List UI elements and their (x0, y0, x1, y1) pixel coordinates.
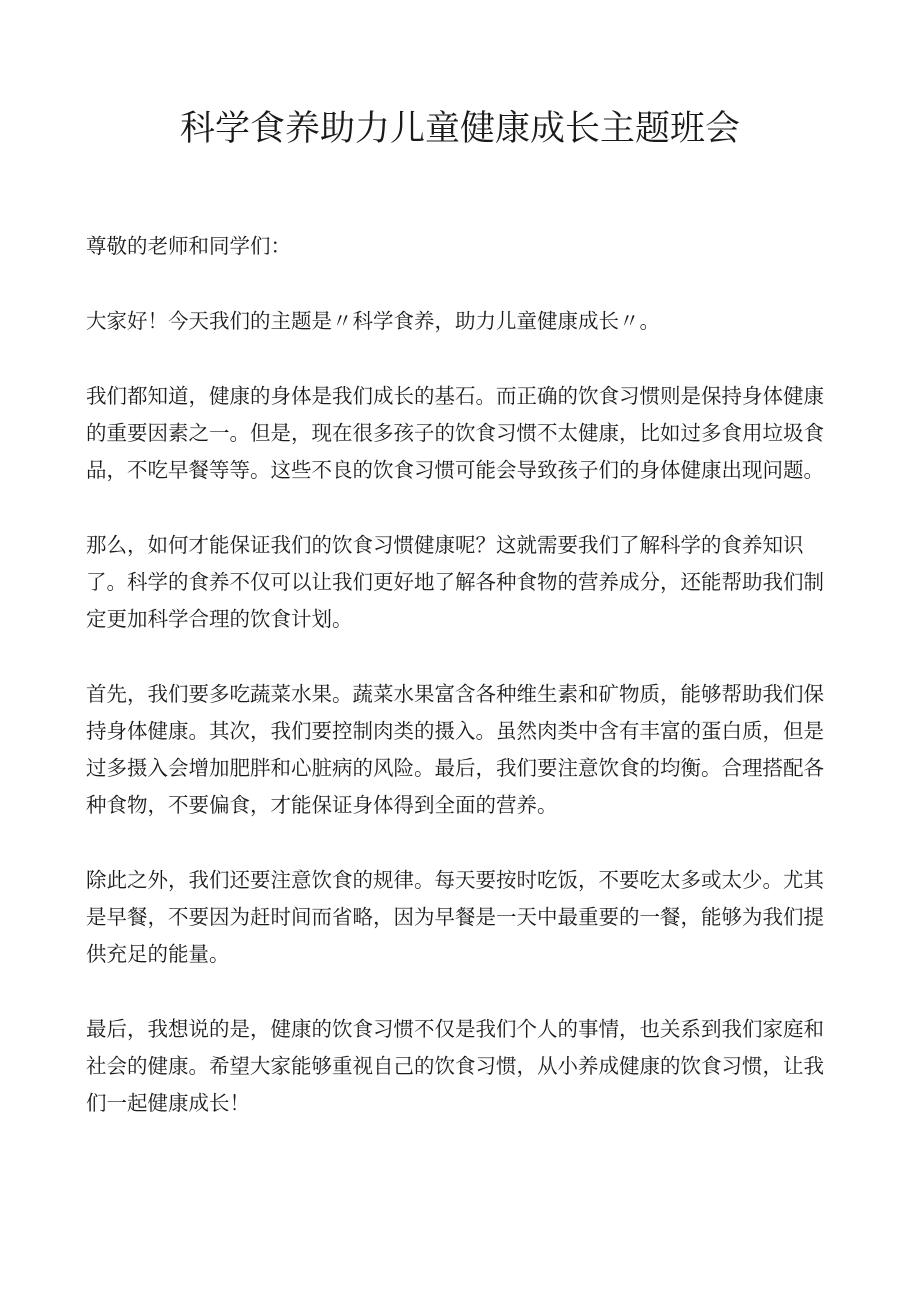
paragraph-greeting: 尊敬的老师和同学们： (86, 234, 291, 258)
paragraph-intro: 大家好！今天我们的主题是〃科学食养，助力儿童健康成长〃。 (86, 309, 660, 333)
paragraph-regular-meals: 除此之外，我们还要注意饮食的规律。每天要按时吃饭，不要吃太多或太少。尤其是早餐，不要因为赶时间而省略，因为早餐是一天中最重要的一餐，能够为我们提供充足的能量。 (86, 868, 824, 966)
paragraph-diet-advice: 首先，我们要多吃蔬菜水果。蔬菜水果富含各种维生素和矿物质，能够帮助我们保持身体健康。其次，我们要控制肉类的摄入。虽然肉类中含有丰富的蛋白质，但是过多摄入会增加肥胖和心脏病的风险。最后，我们要注意饮食的均衡。合理搭配各种食物，不要偏食，才能保证身体得到全面的营养。 (86, 682, 824, 817)
document-body (86, 228, 838, 1160)
paragraph-conclusion: 最后，我想说的是，健康的饮食习惯不仅是我们个人的事情，也关系到我们家庭和社会的健康。希望大家能够重视自己的饮食习惯，从小养成健康的饮食习惯，让我们一起健康成长！ (86, 1017, 824, 1115)
page-title: 科学食养助力儿童健康成长主题班会 (179, 109, 740, 149)
paragraph-health-foundation: 我们都知道，健康的身体是我们成长的基石。而正确的饮食习惯则是保持身体健康的重要因素之一。但是，现在很多孩子的饮食习惯不太健康，比如过多食用垃圾食品，不吃早餐等等。这些不良的饮食习惯可能会导致孩子们的身体健康出现问题。 (86, 384, 824, 482)
paragraph-nutrition-knowledge: 那么，如何才能保证我们的饮食习惯健康呢？这就需要我们了解科学的食养知识了。科学的食养不仅可以让我们更好地了解各种食物的营养成分，还能帮助我们制定更加科学合理的饮食计划。 (86, 533, 824, 631)
